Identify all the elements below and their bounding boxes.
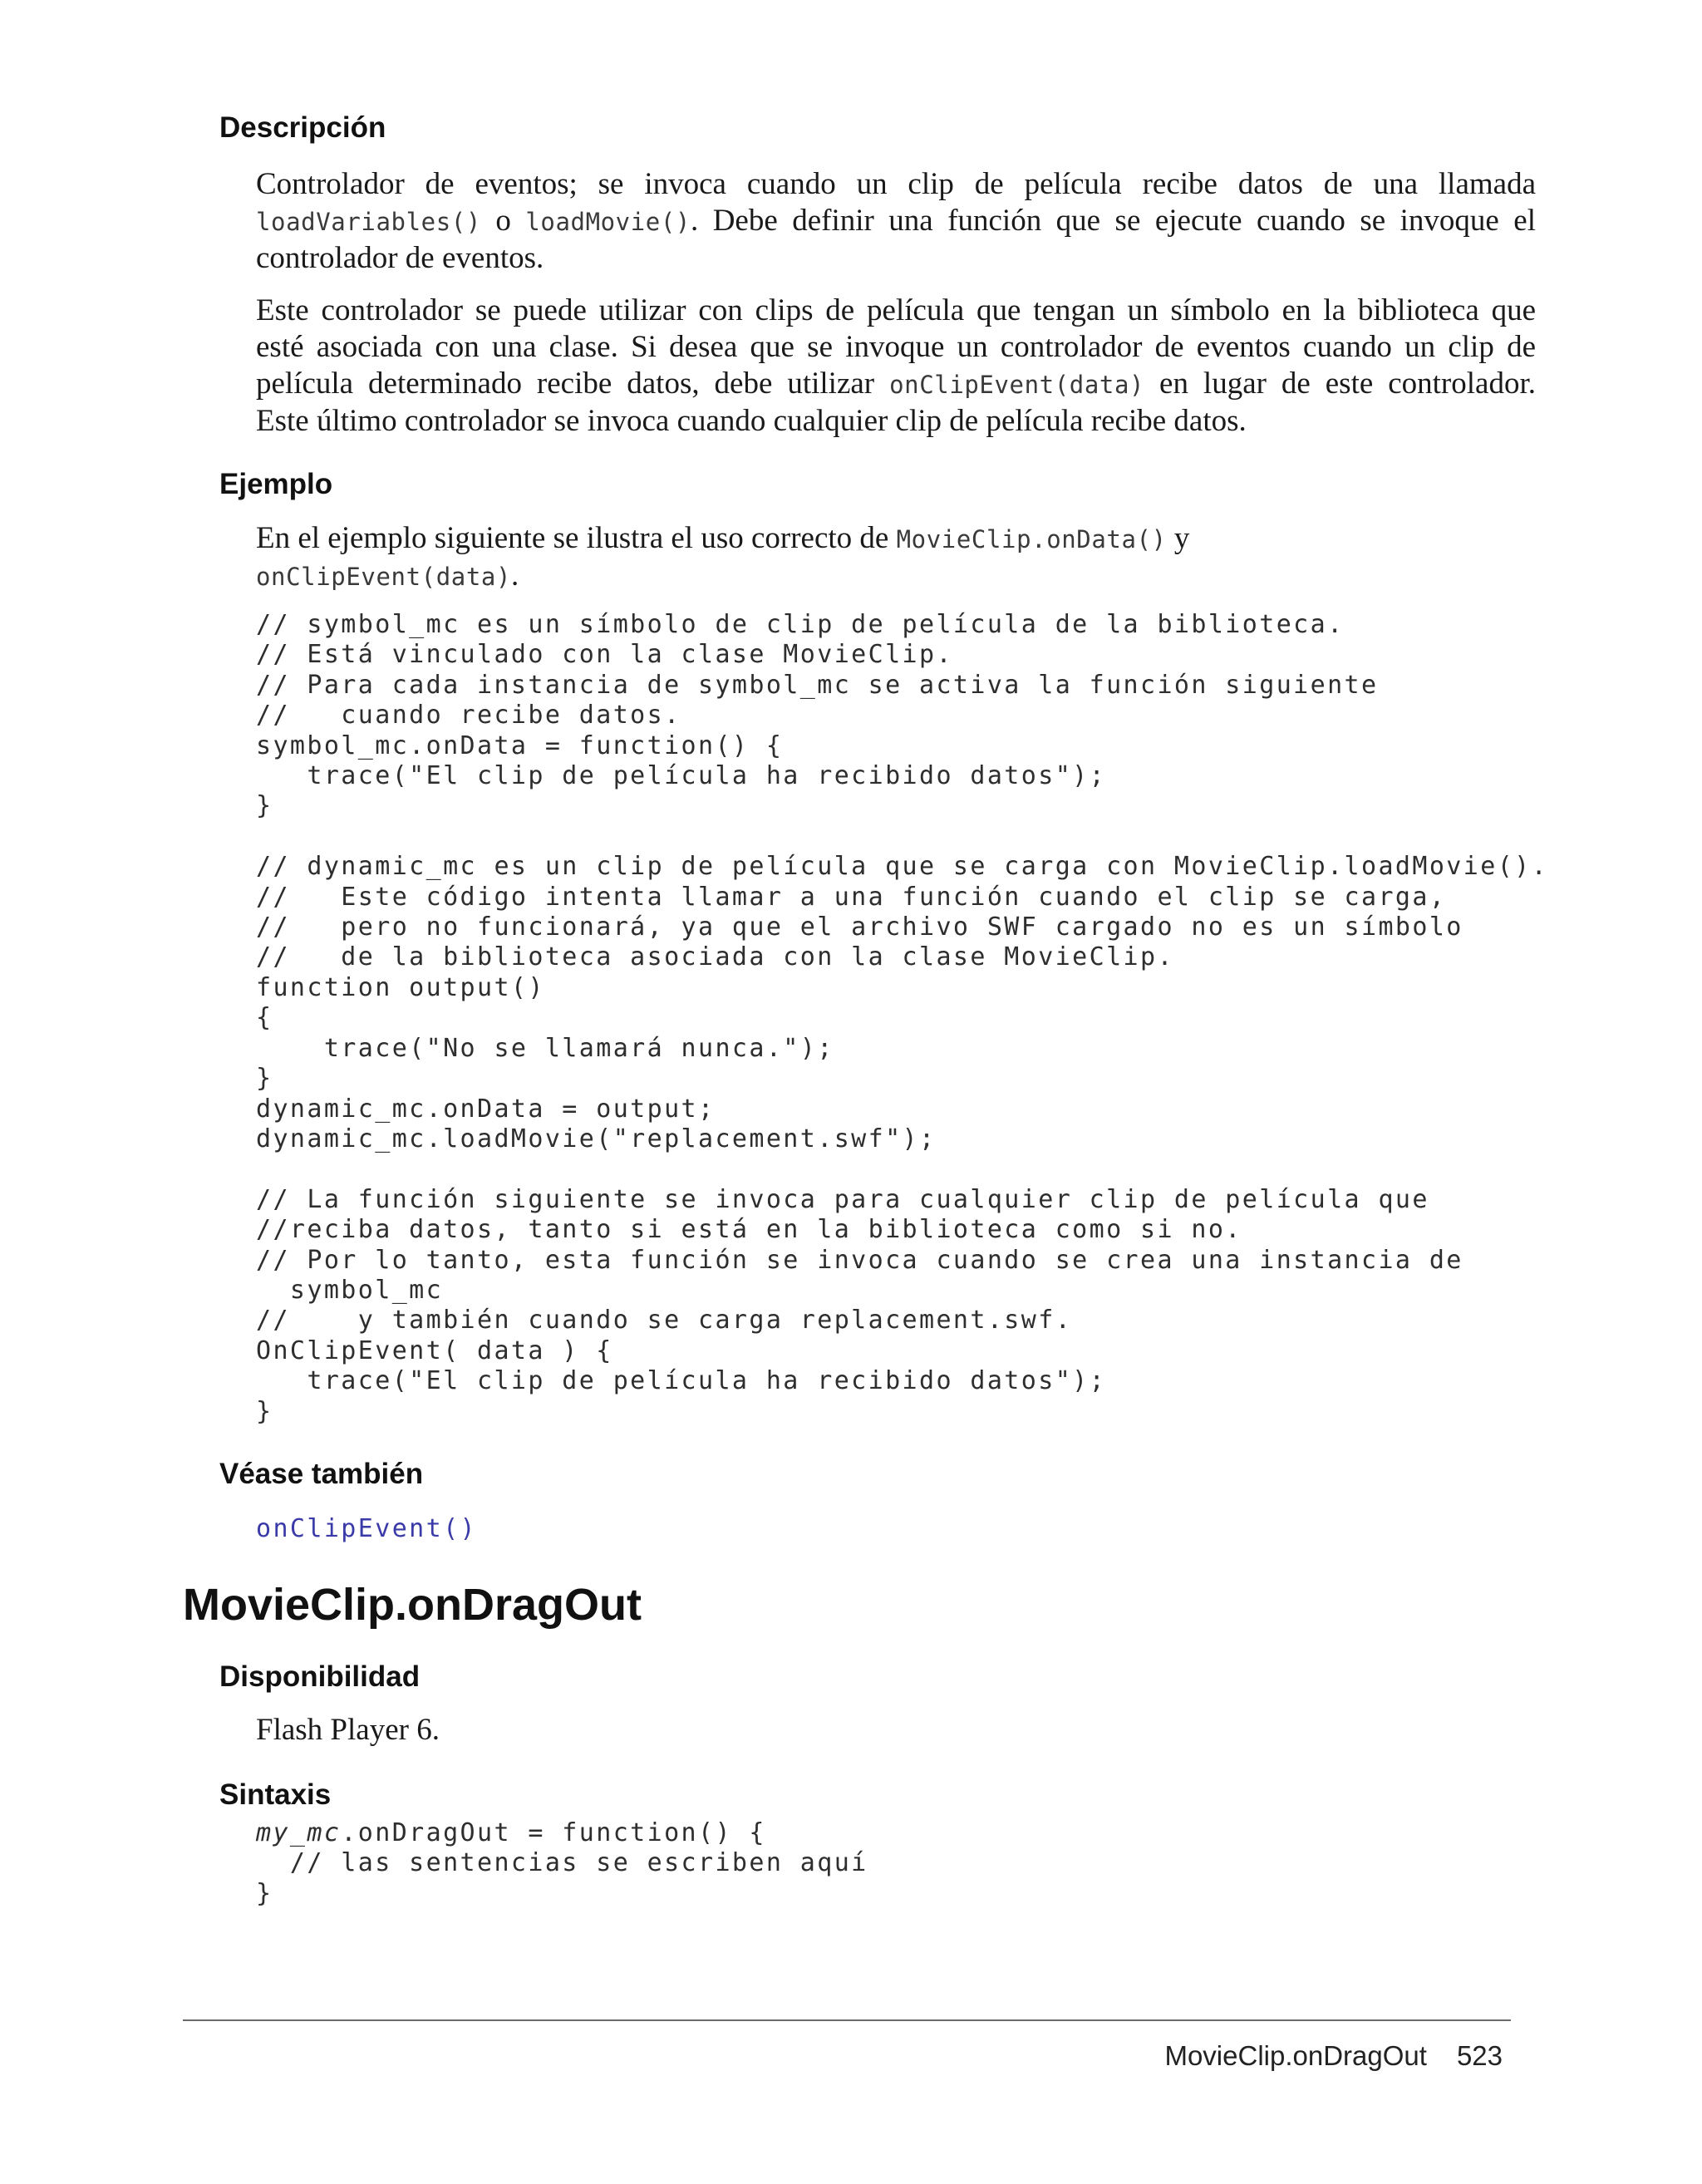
code-line: // Este código intenta llamar a una función cuando el clip se carga, (256, 882, 1447, 912)
example-intro-text-2: y (1166, 521, 1190, 555)
code-line: // Para cada instancia de symbol_mc se activa la función siguiente (256, 670, 1379, 700)
code-line: symbol_mc.onData = function() { (256, 730, 784, 760)
description-p1-text-2: . Debe definir una función que se ejecute cuando se invoque el (690, 204, 1536, 238)
code-line: } (256, 1396, 273, 1426)
see-also-onclipevent-link[interactable]: onClipEvent() (256, 1514, 477, 1543)
description-paragraph-2 (256, 293, 1536, 440)
example-code-block (256, 610, 1548, 1427)
code-line: OnClipEvent( data ) { (256, 1335, 613, 1365)
code-line: // Por lo tanto, esta función se invoca cuando se crea una instancia de (256, 1245, 1463, 1275)
movieclip-ondata-code: MovieClip.onData() (896, 525, 1167, 553)
code-line: trace("No se llamará nunca."); (256, 1033, 834, 1063)
availability-heading: Disponibilidad (219, 1660, 421, 1693)
page-footer (1080, 2039, 1503, 2073)
code-line: // La función siguiente se invoca para cualquier clip de película que (256, 1184, 1429, 1214)
code-line: trace("El clip de película ha recibido datos"); (256, 761, 1107, 791)
example-intro-text-1: En el ejemplo siguiente se ilustra el uso correcto de (256, 521, 897, 555)
description-p1-line-3: controlador de eventos. (256, 241, 544, 275)
description-p1-line-2 (256, 203, 1536, 240)
description-heading: Descripción (219, 111, 386, 144)
onclipevent-data-inline-code: onClipEvent(data) (256, 563, 512, 591)
description-paragraph-1 (256, 166, 1536, 277)
footer-rule (183, 2019, 1511, 2021)
code-line: // cuando recibe datos. (256, 701, 681, 730)
page-number: 523 (1456, 2040, 1503, 2071)
description-p2-line-2: esté asociada con una clase. Si desea que se invoque un controlador de eventos cuando un clip de (256, 330, 1536, 364)
loadvariables-code: loadVariables() (256, 208, 481, 236)
description-p2-line-1: Este controlador se puede utilizar con clips de película que tengan un símbolo en la biblioteca que (256, 293, 1536, 327)
syntax-line-1-rest: .onDragOut = function() { (341, 1818, 766, 1847)
example-heading: Ejemplo (219, 468, 333, 500)
syntax-code-block (256, 1818, 868, 1909)
syntax-line-2: // las sentencias se escriben aquí (256, 1848, 868, 1878)
syntax-line-3: } (256, 1878, 273, 1908)
footer-title: MovieClip.onDragOut (1164, 2040, 1427, 2071)
code-line: trace("El clip de película ha recibido datos"); (256, 1366, 1107, 1396)
code-line: dynamic_mc.onData = output; (256, 1094, 716, 1124)
loadmovie-code: loadMovie() (525, 208, 691, 236)
code-line: // Está vinculado con la clase MovieClip. (256, 640, 953, 670)
code-line: symbol_mc (256, 1275, 444, 1305)
code-line: { (256, 1003, 273, 1033)
code-line: function output() (256, 972, 545, 1002)
see-also-heading: Véase también (219, 1458, 424, 1490)
example-intro (256, 520, 1189, 595)
description-p2-text-b: en lugar de este controlador. (1144, 366, 1536, 401)
example-intro-text-3: . (511, 558, 519, 593)
description-p2-text-a: película determinado recibe datos, debe utilizar (256, 366, 890, 401)
description-p1-text-or: o (480, 204, 526, 238)
code-line: } (256, 791, 273, 821)
availability-text: Flash Player 6. (256, 1713, 440, 1747)
code-line: // de la biblioteca asociada con la clase MovieClip. (256, 942, 1174, 972)
description-p2-line-3 (256, 366, 1536, 403)
code-line: // dynamic_mc es un clip de película que se carga con MovieClip.loadMovie(). (256, 852, 1549, 882)
code-line: // y también cuando se carga replacement.swf. (256, 1306, 1073, 1335)
code-line: dynamic_mc.loadMovie("replacement.swf"); (256, 1124, 937, 1153)
syntax-variable: my_mc (256, 1818, 342, 1847)
code-line: // pero no funcionará, ya que el archivo SWF cargado no es un símbolo (256, 912, 1463, 942)
example-intro-line-2 (256, 558, 1189, 595)
code-line: } (256, 1064, 273, 1094)
code-line: // symbol_mc es un símbolo de clip de película de la biblioteca. (256, 610, 1345, 639)
code-line: //reciba datos, tanto si está en la biblioteca como si no. (256, 1215, 1242, 1245)
description-p2-line-4: Este último controlador se invoca cuando cualquier clip de película recibe datos. (256, 404, 1247, 438)
syntax-heading: Sintaxis (219, 1778, 332, 1811)
section-title: MovieClip.onDragOut (183, 1580, 642, 1630)
onclipevent-data-code: onClipEvent(data) (889, 371, 1145, 399)
example-intro-line-1 (256, 520, 1189, 558)
description-p1-line-1: Controlador de eventos; se invoca cuando un clip de película recibe datos de una llamada (256, 167, 1536, 201)
